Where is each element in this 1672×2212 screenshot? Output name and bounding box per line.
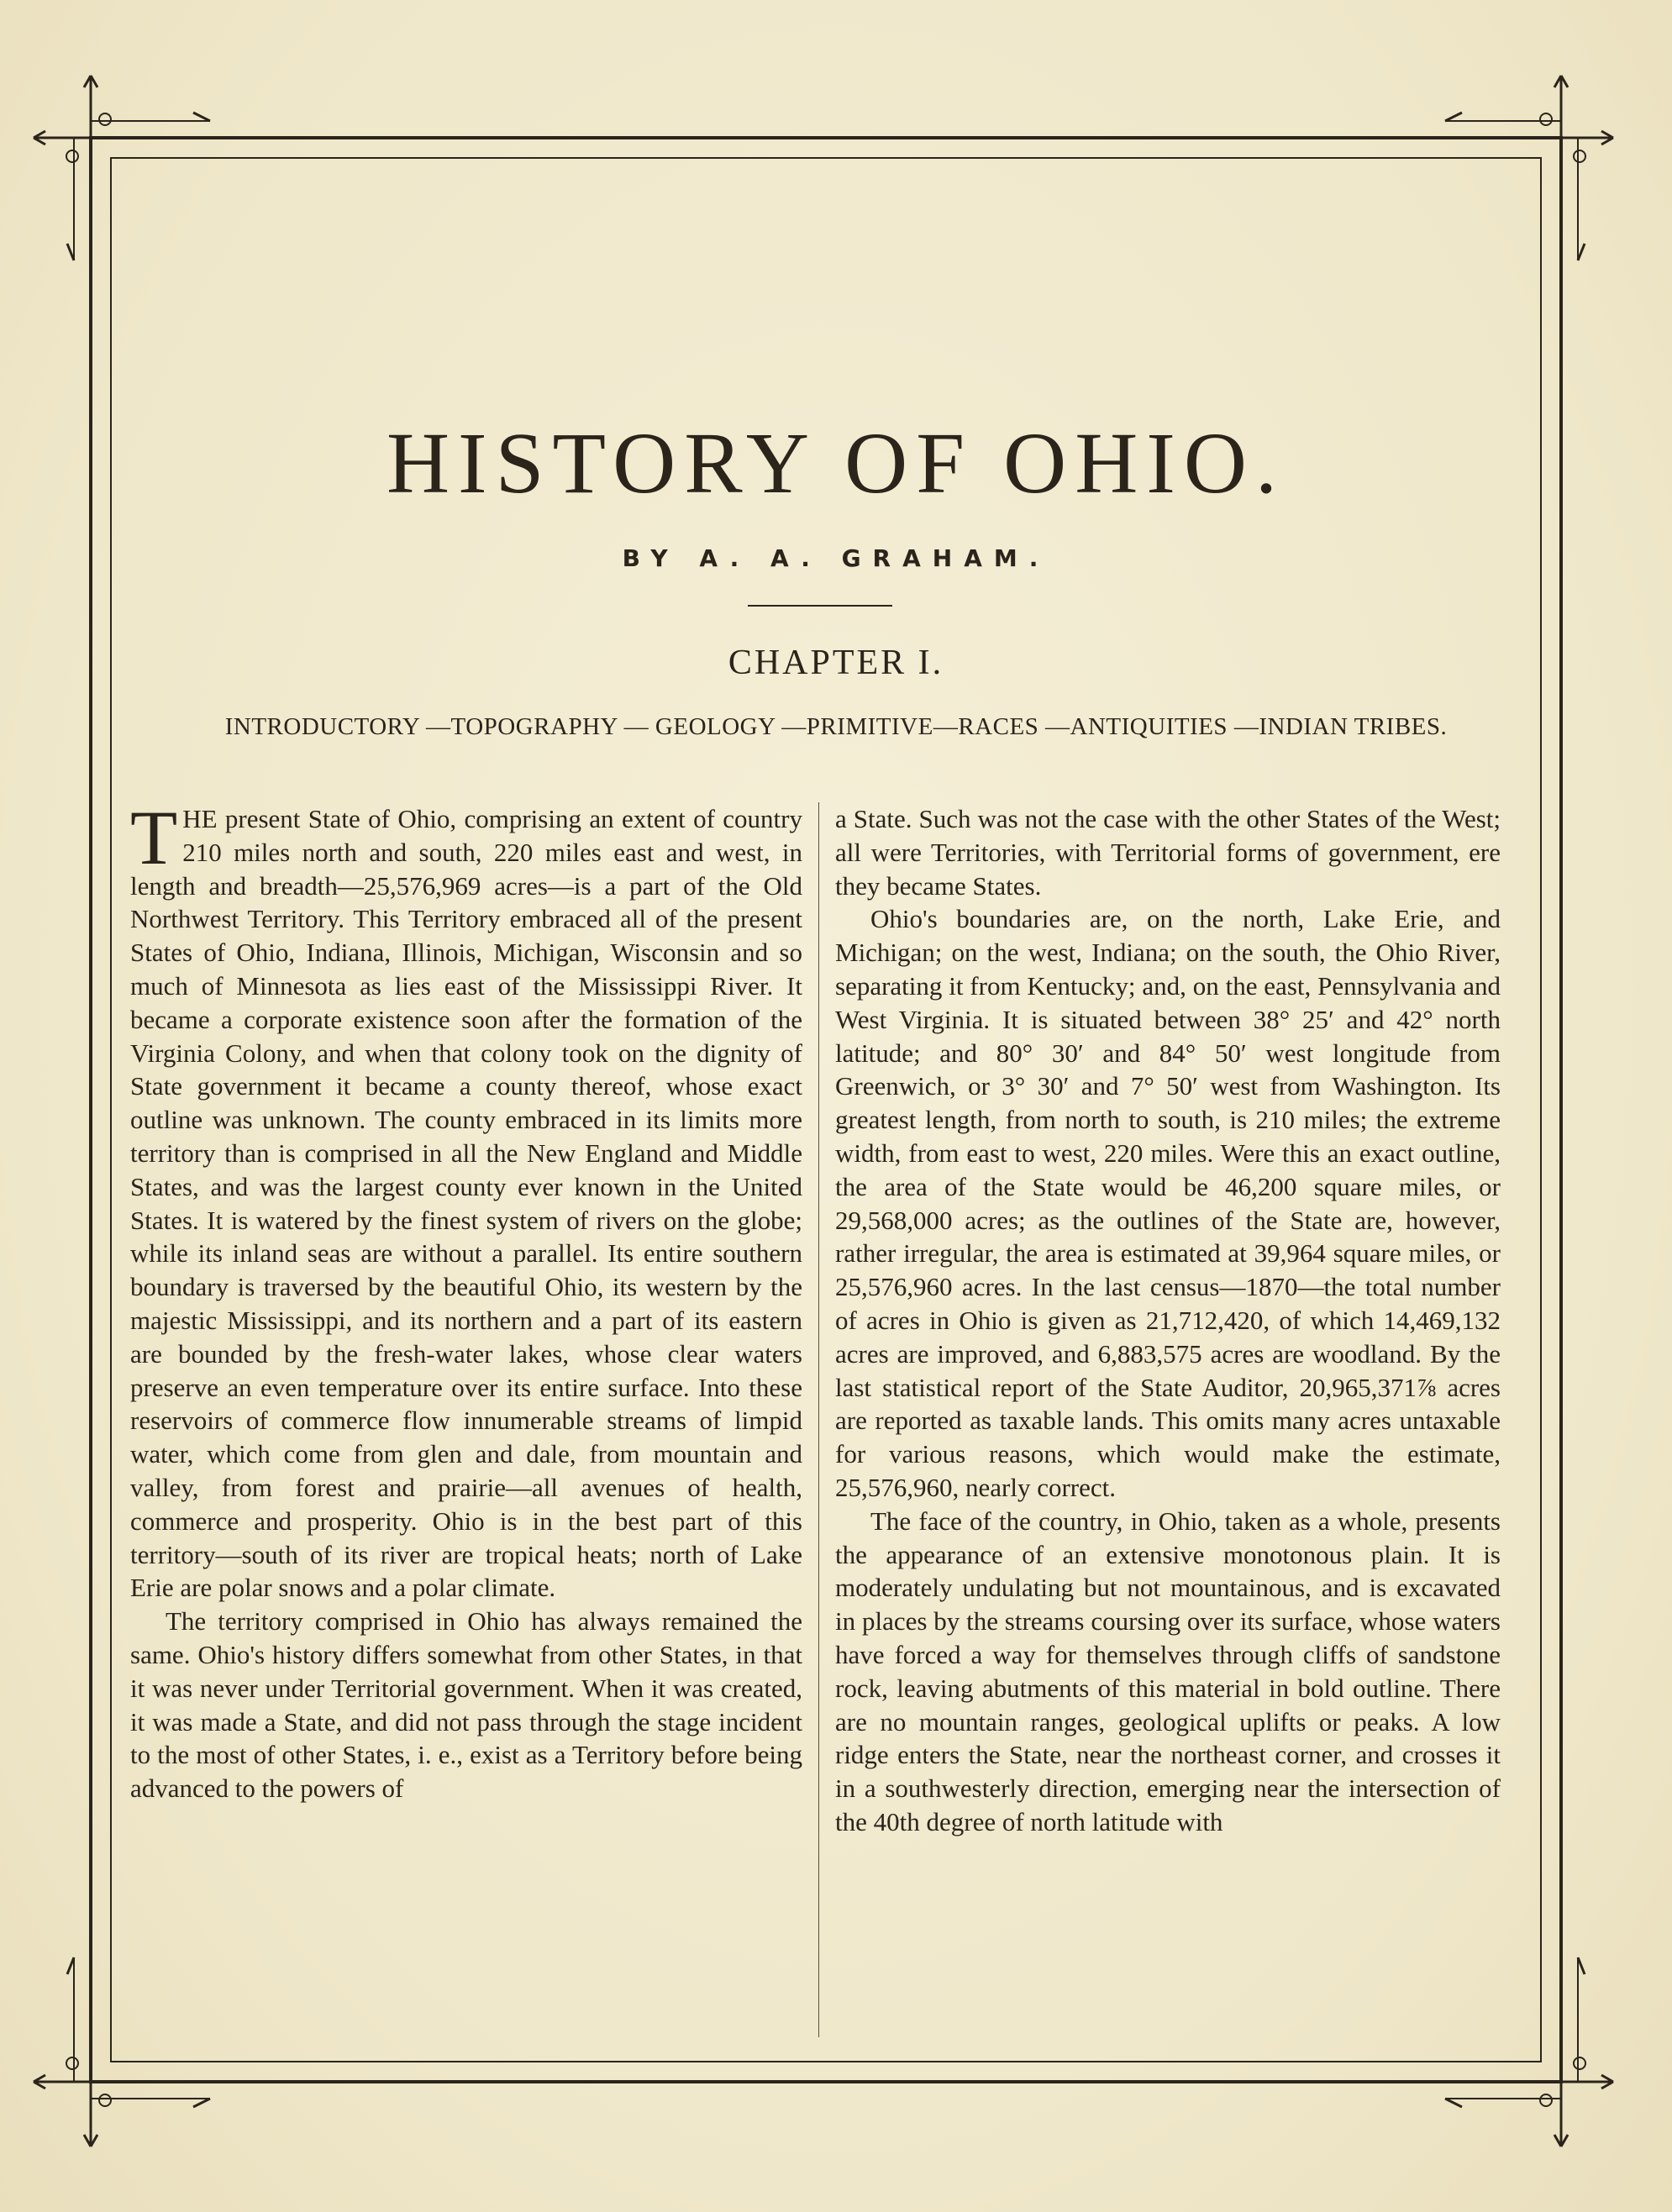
right-paragraph-1: a State. Such was not the case with the other States of the West; all were Territories, with Territorial forms of government, ere they became States. xyxy=(835,804,1501,901)
column-divider xyxy=(818,802,819,2037)
chapter-heading: CHAPTER I. xyxy=(728,644,944,682)
left-paragraph-1-text: HE present State of Ohio, comprising an extent of country 210 miles north and south, 220 miles east and west, in length and breadth—25,576,969 acres—is a part of the Old Northwest Territory. This Territory embraced all of the present States of Ohio, Indiana, Illinois, Michigan, Wisconsin and so much of Minnesota as lies east of the Mississippi River. It became a corporate existence soon after the formation of the Virginia Colony, and when that colony took on the dignity of State government it became a county thereof, whose exact outline was unknown. The county embraced in its limits more territory than is comprised in all the New England and Middle States, and was the largest county ever known in the United States. It is watered by the finest system of rivers on the globe; while its inland seas are without a parallel. Its entire southern boundary is traversed by the beautiful Ohio, its western by the majestic Mississippi, and its northern and a part of its eastern are bounded by the fresh-water lakes, whose clear waters preserve an even temperature over its entire surface. Into these reservoirs of commerce flow innumerable streams of limpid water, which come from glen and dale, from mountain and valley, from forest and prairie—all avenues of health, commerce and prosperity. Ohio is in the best part of this territory—south of its river are tropical heats; north of Lake Erie are polar snows and a polar climate. xyxy=(130,804,802,1603)
author-byline: BY A. A. GRAHAM. xyxy=(622,544,1050,572)
left-paragraph-1 xyxy=(130,795,802,1605)
right-paragraph-2: Ohio's boundaries are, on the north, Lake Erie, and Michigan; on the west, Indiana; on the south, the Ohio River, separating it from Kentucky; and, on the east, Pennsylvania and West Virginia. It is situated between 38° 25′ and 42° north latitude; and 80° 30′ and 84° 50′ west longitude from Greenwich, or 3° 30′ and 7° 50′ west from Washington. Its greatest length, from north to south, is 210 miles; the extreme width, from east to west, 220 miles. Were this an exact outline, the area of the State would be 46,200 square miles, or 29,568,000 acres; as the outlines of the State are, however, rather irregular, the area is estimated at 39,964 square miles, or 25,576,960 acres. In the last census—1870—the total number of acres in Ohio is given as 21,712,420, of which 14,469,132 acres are improved, and 6,883,575 acres are woodland. By the last statistical report of the State Auditor, 20,965,371⅞ acres are reported as taxable lands. This omits many acres untaxable for various reasons, which would make the estimate, 25,576,960, nearly correct. xyxy=(835,904,1501,1502)
right-column xyxy=(835,802,1501,1839)
right-paragraph-3: The face of the country, in Ohio, taken as a whole, presents the appearance of an extensive monotonous plain. It is moderately undulating but not mountainous, and is excavated in places by the streams coursing over its surface, whose waters have forced a way for themselves through cliffs of sandstone rock, leaving abutments of this material in bold outline. There are no mountain ranges, geological uplifts or peaks. A low ridge enters the State, near the northeast corner, and crosses it in a southwesterly direction, emerging near the intersection of the 40th degree of north latitude with xyxy=(835,1505,1501,1836)
left-paragraph-2: The territory comprised in Ohio has always remained the same. Ohio's history differs somewhat from other States, in that it was never under Territorial government. When it was created, it was made a State, and did not pass through the stage incident to the most of other States, i. e., exist as a Territory before being advanced to the powers of xyxy=(130,1606,802,1804)
left-column xyxy=(130,795,802,1805)
chapter-subtitle: INTRODUCTORY —TOPOGRAPHY — GEOLOGY —PRIMITIVE—RACES —ANTIQUITIES —INDIAN TRIBES. xyxy=(224,713,1448,740)
drop-cap: T xyxy=(130,795,178,880)
page-title: HISTORY OF OHIO. xyxy=(386,415,1286,512)
title-rule xyxy=(748,605,892,607)
